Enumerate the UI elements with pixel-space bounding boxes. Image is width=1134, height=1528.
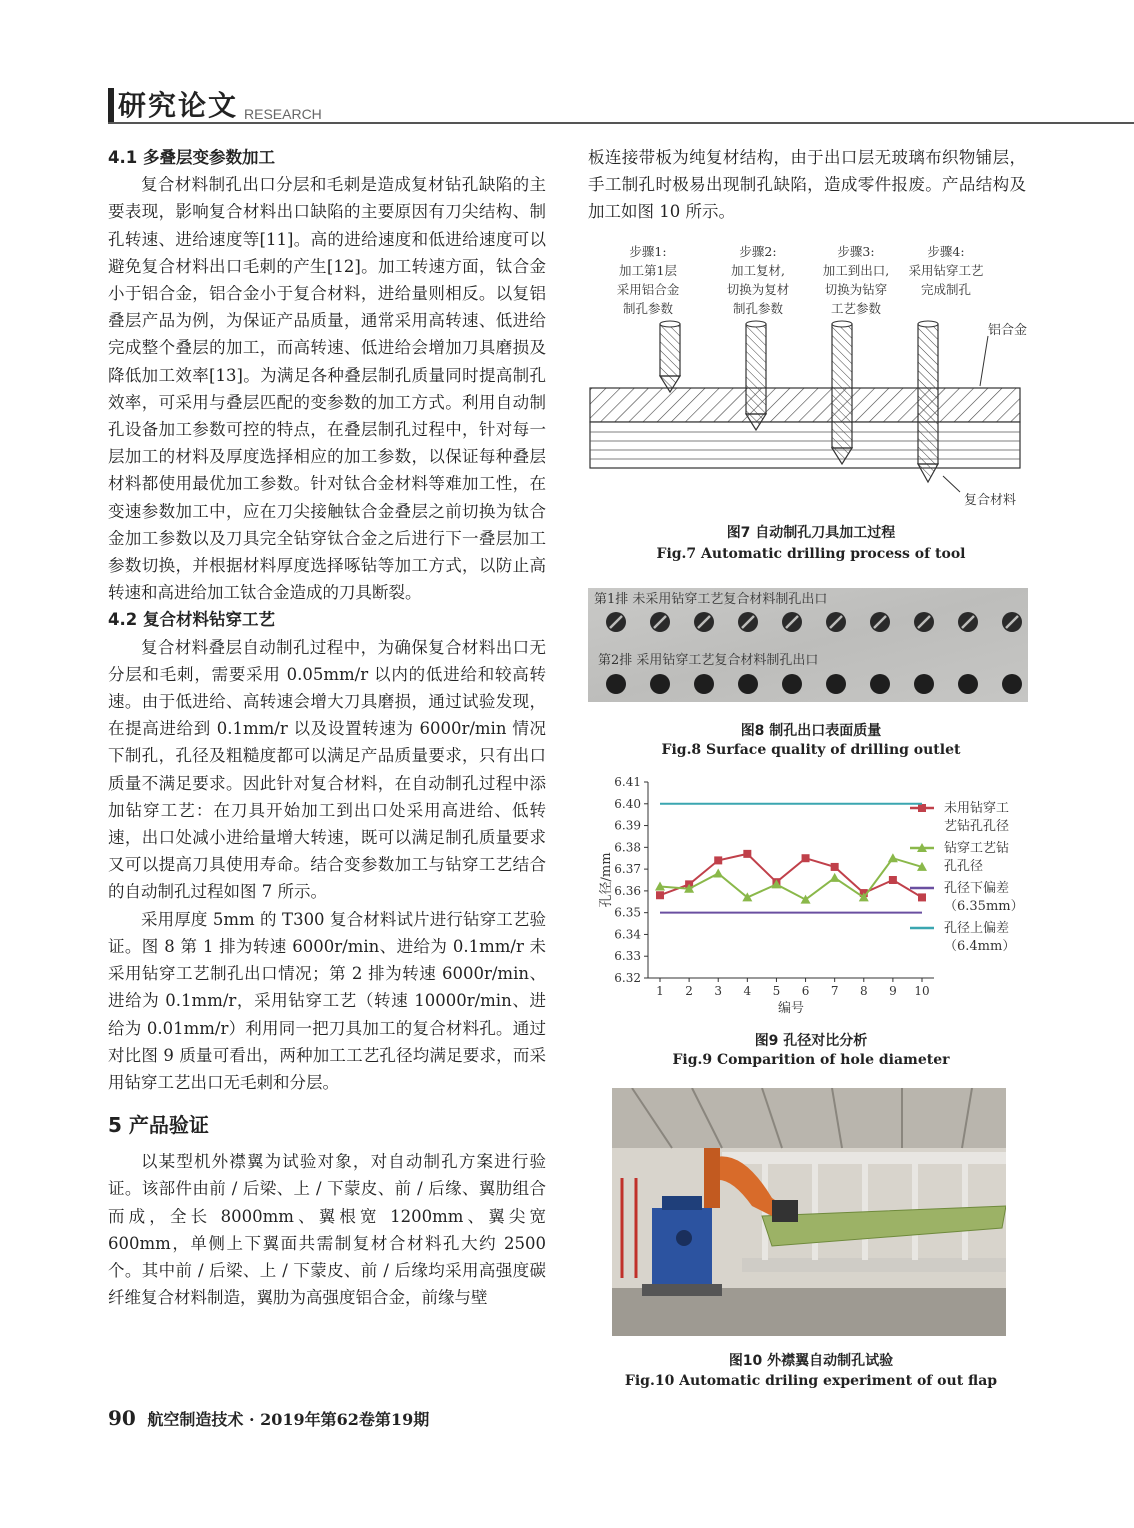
step-3-line: 加工到出口, xyxy=(822,263,890,278)
legend-label: 孔孔径 xyxy=(944,859,984,874)
step-3-line: 步骤3: xyxy=(837,244,875,259)
right-column xyxy=(588,144,1026,226)
section-subtitle: RESEARCH xyxy=(244,106,322,122)
heading-5: 5 产品验证 xyxy=(108,1113,209,1138)
y-tick-label: 6.32 xyxy=(614,971,641,985)
step-3-line: 切换为钻穿 xyxy=(824,282,888,297)
y-tick-label: 6.38 xyxy=(614,840,641,855)
data-point xyxy=(656,891,664,899)
step-1-line: 制孔参数 xyxy=(622,301,674,316)
fig10-caption-en: Fig.10 Automatic driling experiment of out flap xyxy=(624,1373,998,1389)
data-point xyxy=(743,850,751,858)
paragraph: 以某型机外襟翼为试验对象，对自动制孔方案进行验证。该部件由前 / 后梁、上 / 下蒙皮、前 / 后缘、翼肋组合而成，全长 8000mm、翼根宽 1200mm、翼尖宽 600mm，单侧上下翼面共需制复材合材料孔大约 2500 个。其中前 / 后梁、上 / 下蒙皮、前 / 后缘均采用高强度碳纤维复合材料制造，翼肋为高强度铝合金，前缘与壁 xyxy=(108,1152,546,1308)
fig10-photo xyxy=(612,1088,1006,1336)
x-tick-label: 3 xyxy=(714,984,723,998)
x-tick-label: 8 xyxy=(859,984,868,998)
x-tick-label: 4 xyxy=(743,984,752,998)
step-2-line: 切换为复材 xyxy=(726,282,790,297)
x-tick-label: 6 xyxy=(801,984,810,998)
y-tick-label: 6.35 xyxy=(614,905,641,920)
step-2-line: 制孔参数 xyxy=(732,301,784,316)
header-rule xyxy=(108,122,1134,124)
x-tick-label: 7 xyxy=(830,984,839,998)
y-tick-label: 6.41 xyxy=(614,775,641,789)
left-column xyxy=(108,144,546,1311)
legend-label: 钻穿工艺钻 xyxy=(944,841,1010,856)
step-1-line: 步骤1: xyxy=(629,244,667,259)
paragraph: 采用厚度 5mm 的 T300 复合材料试片进行钻穿工艺验证。图 8 第 1 排为转速 6000r/min、进给为 0.1mm/r 未采用钻穿工艺制孔出口情况；第 2 排为转速 6000r/min、进给为 0.1mm/r，采用钻穿工艺（转速 10000r/min、进给为 0.01mm/r）利用同一把刀具加工的复合材料孔。通过对比图 9 质量可看出，两种加工工艺孔径均满足要求，而采用钻穿工艺出口无毛刺和分层。 xyxy=(108,909,546,1092)
hole-row2 xyxy=(826,674,846,694)
step-3-line: 工艺参数 xyxy=(830,301,882,316)
paragraph: 复合材料制孔出口分层和毛刺是造成复材钻孔缺陷的主要表现，影响复合材料出口缺陷的主要原因有刀尖结构、制孔转速、进给速度等[11]。高的进给速度和低进给速度可以避免复合材料出口毛刺的产生[12]。加工转速方面，钛合金小于铝合金，铝合金小于复合材料，进给量则相反。以复铝叠层产品为例，为保证产品质量，通常采用高转速、低进给完成整个叠层的加工，而高转速、低进给会增加刀具磨损及降低加工效率[13]。为满足各种叠层制孔质量同时提高制孔效率，可采用与叠层匹配的变参数的加工方式。利用自动制孔设备加工参数可控的特点，在叠层制孔过程中，针对每一层加工的材料及厚度选择相应的加工参数，以保证每种叠层材料都使用最优加工参数。针对钛合金材料等难加工性，在变速参数加工中，应在刀尖接触钛合金叠层之前切换为钛合金加工参数以及刀具完全钻穿钛合金之后进行下一叠层加工参数切换，并根据材料厚度选择啄钻等加工方式，以防止高转速和高进给加工钛合金造成的刀具断裂。 xyxy=(108,175,546,603)
fig9-caption-cn: 图9 孔径对比分析 xyxy=(754,1033,868,1049)
y-tick-label: 6.39 xyxy=(614,818,641,833)
section-title: 研究论文 xyxy=(118,89,239,122)
data-point xyxy=(714,856,722,864)
legend-label: （6.4mm） xyxy=(944,939,1016,954)
data-point xyxy=(713,868,723,877)
x-axis-label: 编号 xyxy=(777,1001,805,1016)
legend-label: 孔径下偏差 xyxy=(944,881,1010,896)
journal-info: 航空制造技术 · 2019年第62卷第19期 xyxy=(147,1410,430,1429)
aluminum-layer xyxy=(590,388,1020,422)
y-tick-label: 6.40 xyxy=(614,796,641,811)
legend-marker xyxy=(918,804,926,812)
series-line-2 xyxy=(660,858,922,899)
legend-label: 未用钻穿工 xyxy=(944,801,1010,816)
fig8-caption-cn: 图8 制孔出口表面质量 xyxy=(740,723,882,739)
x-tick-label: 10 xyxy=(914,984,930,998)
x-tick-label: 1 xyxy=(656,984,664,998)
drill-1 xyxy=(660,321,680,392)
y-tick-label: 6.34 xyxy=(614,927,641,942)
step-2-line: 加工复材, xyxy=(731,263,785,278)
y-tick-label: 6.37 xyxy=(614,862,641,877)
step-4-line: 采用钻穿工艺 xyxy=(908,263,984,278)
x-tick-label: 2 xyxy=(685,984,693,998)
hole-row2 xyxy=(914,674,934,694)
legend-label: 孔径上偏差 xyxy=(944,921,1010,936)
hole-row2 xyxy=(738,674,758,694)
hole-row2 xyxy=(1002,674,1022,694)
label-composite: 复合材料 xyxy=(964,493,1017,508)
data-point xyxy=(889,876,897,884)
fig7-caption-cn: 图7 自动制孔刀具加工过程 xyxy=(726,525,896,541)
data-point xyxy=(888,853,898,862)
paragraph: 复合材料叠层自动制孔过程中，为确保复合材料出口无分层和毛刺，需要采用 0.05mm/r 以内的低进给和较高转速。由于低进给、高转速会增大刀具磨损，通过试验发现，在提高进给到 0.1mm/r 以及设置转速为 6000r/min 情况下制孔，孔径及粗糙度都可以满足产品质量要求，只有出口质量不满足要求。因此针对复合材料，在自动制孔过程中添加钻穿工艺：在刀具开始加工到出口处采用高进给、低转速，出口处减小进给量增大转速，既可以满足制孔质量要求又可以提高刀具使用寿命。结合变参数加工与钻穿工艺结合的自动制孔过程如图 7 所示。 xyxy=(108,637,546,902)
step-1-line: 加工第1层 xyxy=(619,263,677,278)
drill-4 xyxy=(918,321,938,482)
hole-row2 xyxy=(870,674,890,694)
hole-row2 xyxy=(650,674,670,694)
fig8-caption-en: Fig.8 Surface quality of drilling outlet xyxy=(661,742,961,758)
x-tick-label: 9 xyxy=(889,984,897,998)
data-point xyxy=(830,873,840,882)
label-aluminum: 铝合金 xyxy=(988,323,1028,338)
step-1-line: 采用铝合金 xyxy=(616,282,680,297)
step-4-line: 步骤4: xyxy=(927,244,965,259)
y-axis-label: 孔径/mm xyxy=(599,852,614,908)
hole-row2 xyxy=(694,674,714,694)
composite-layer xyxy=(590,422,1020,468)
fig7-caption-en: Fig.7 Automatic drilling process of tool xyxy=(656,546,966,562)
data-point xyxy=(802,854,810,862)
hole-row2 xyxy=(606,674,626,694)
fig9-caption-en: Fig.9 Comparition of hole diameter xyxy=(672,1052,950,1068)
page-number: 90 xyxy=(108,1406,136,1430)
step-4-line: 完成制孔 xyxy=(920,282,972,297)
x-tick-label: 5 xyxy=(772,984,781,998)
header-bar xyxy=(108,88,114,124)
fig8-photo xyxy=(588,588,1028,702)
data-point xyxy=(918,893,926,901)
hole-row2 xyxy=(782,674,802,694)
hole-row2 xyxy=(958,674,978,694)
fig10-caption-cn: 图10 外襟翼自动制孔试验 xyxy=(728,1353,894,1369)
drill-3 xyxy=(832,321,852,464)
fig9-chart xyxy=(588,772,1034,1022)
drill-2 xyxy=(746,321,766,430)
row1-label: 第1排 未采用钻穿工艺复合材料制孔出口 xyxy=(594,592,828,607)
y-tick-label: 6.36 xyxy=(614,883,641,898)
fig7-diagram xyxy=(588,236,1034,516)
heading-4-2: 4.2 复合材料钻穿工艺 xyxy=(108,610,275,630)
y-tick-label: 6.33 xyxy=(614,949,641,964)
row2-label: 第2排 采用钻穿工艺复合材料制孔出口 xyxy=(598,653,819,668)
step-2-line: 步骤2: xyxy=(739,244,777,259)
legend-label: 艺钻孔孔径 xyxy=(944,819,1010,834)
paragraph: 板连接带板为纯复材结构，由于出口层无玻璃布织物铺层，手工制孔时极易出现制孔缺陷，造成零件报废。产品结构及加工如图 10 所示。 xyxy=(588,148,1026,222)
heading-4-1: 4.1 多叠层变参数加工 xyxy=(108,148,275,167)
data-point xyxy=(831,863,839,871)
page-footer xyxy=(108,1406,429,1430)
legend-label: （6.35mm） xyxy=(944,899,1024,914)
